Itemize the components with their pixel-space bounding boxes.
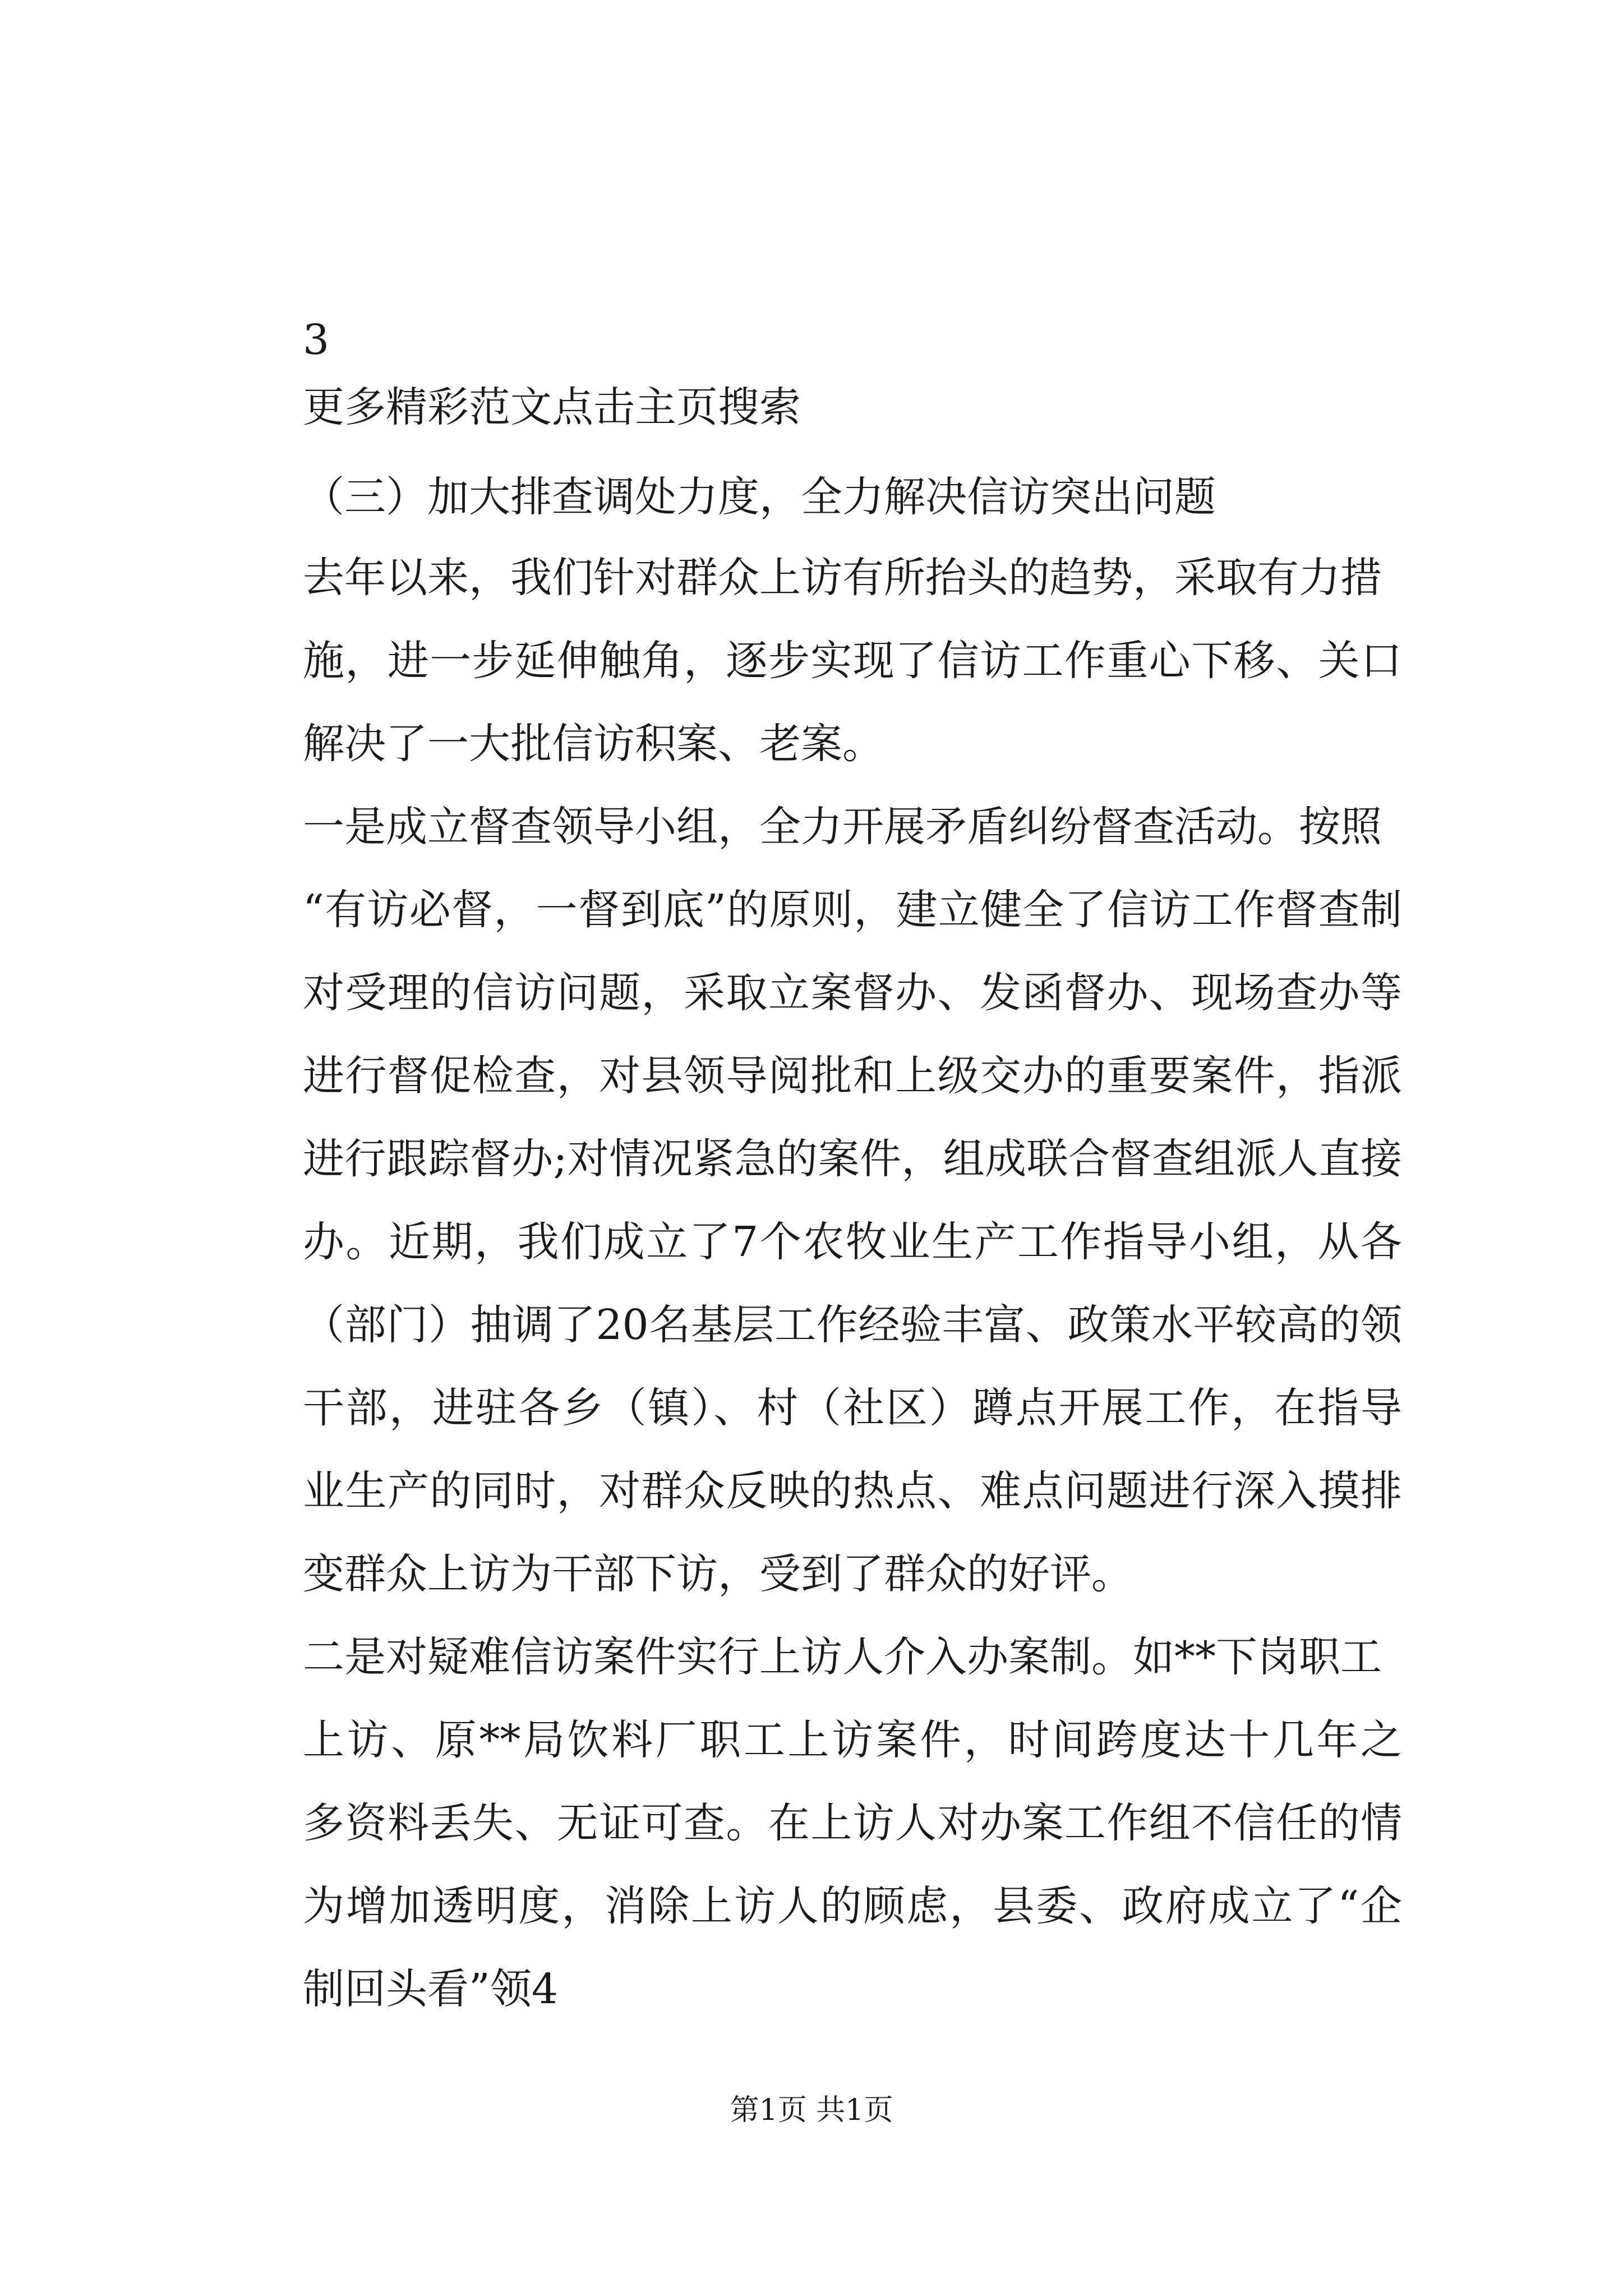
paragraph-2-line-6: 办。近期，我们成立了7个农牧业生产工作指导小组，从各 <box>303 1218 1402 1266</box>
paragraph-2-line-4: 进行督促检查，对县领导阅批和上级交办的重要案件，指派 <box>303 1052 1402 1100</box>
paragraph-3-line-5: 制回头看”领4 <box>303 1965 558 2013</box>
paragraph-2-line-3: 对受理的信访问题，采取立案督办、发函督办、现场查办等 <box>303 969 1402 1017</box>
paragraph-2-line-2: “有访必督，一督到底”的原则，建立健全了信访工作督查制 <box>303 886 1402 934</box>
paragraph-3-line-1: 二是对疑难信访案件实行上访人介入办案制。如**下岗职工 <box>303 1633 1382 1681</box>
paragraph-1-line-2: 施，进一步延伸触角，逐步实现了信访工作重心下移、关口 <box>303 637 1402 685</box>
paragraph-2-line-10: 变群众上访为干部下访，受到了群众的好评。 <box>303 1550 1133 1598</box>
page-number-top: 3 <box>303 316 330 364</box>
header-note: 更多精彩范文点击主页搜索 <box>303 383 801 431</box>
paragraph-1-line-3: 解决了一大批信访积案、老案。 <box>303 720 884 768</box>
paragraph-2-line-8: 干部，进驻各乡（镇）、村（社区）蹲点开展工作，在指导 <box>303 1384 1402 1432</box>
paragraph-3-line-2: 上访、原**局饮料厂职工上访案件，时间跨度达十几年之 <box>303 1716 1402 1764</box>
paragraph-3-line-4: 为增加透明度，消除上访人的顾虑，县委、政府成立了“企 <box>303 1882 1402 1930</box>
section-heading: （三）加大排查调处力度，全力解决信访突出问题 <box>303 473 1216 521</box>
paragraph-3-line-3: 多资料丢失、无证可查。在上访人对办案工作组不信任的情 <box>303 1799 1402 1847</box>
paragraph-2-line-5: 进行跟踪督办;对情况紧急的案件，组成联合督查组派人直接 <box>303 1135 1402 1183</box>
paragraph-2-line-1: 一是成立督查领导小组，全力开展矛盾纠纷督查活动。按照 <box>303 803 1382 851</box>
paragraph-2-line-9: 业生产的同时，对群众反映的热点、难点问题进行深入摸排 <box>303 1467 1402 1515</box>
paragraph-2-line-7: （部门）抽调了20名基层工作经验丰富、政策水平较高的领 <box>303 1301 1402 1349</box>
paragraph-1-line-1: 去年以来，我们针对群众上访有所抬头的趋势，采取有力措 <box>303 554 1382 602</box>
page-footer: 第1页 共1页 <box>730 2093 893 2127</box>
